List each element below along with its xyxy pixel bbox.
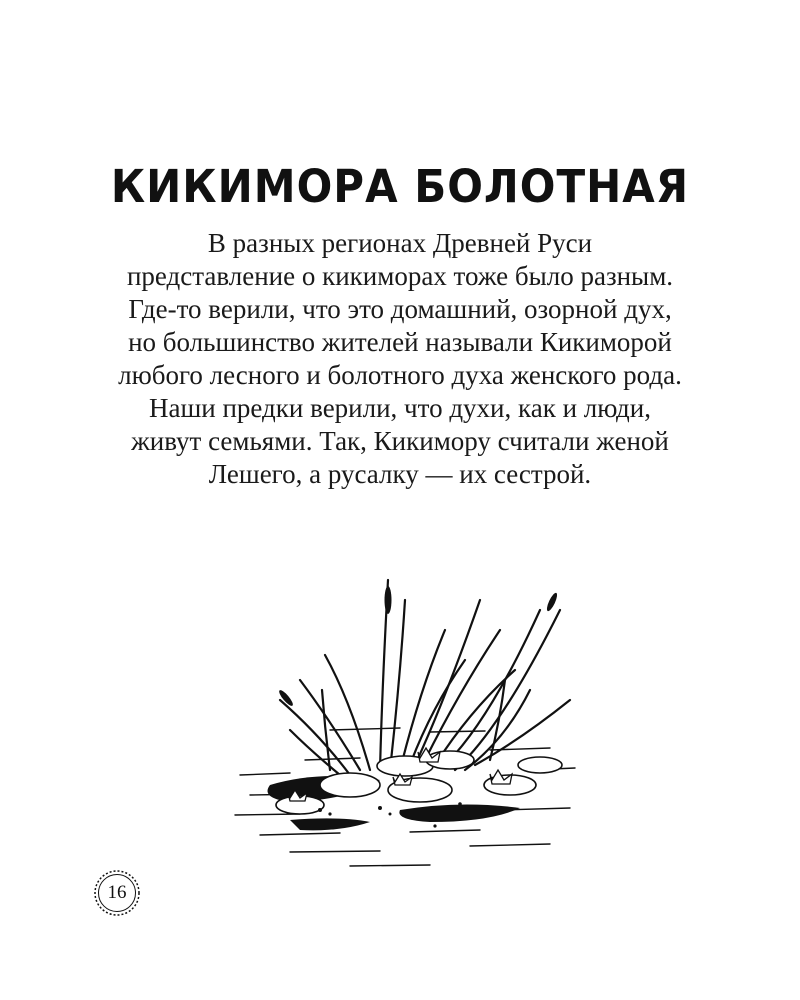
page-title: КИКИМОРА БОЛОТНАЯ [110,160,690,213]
reeds [280,580,570,775]
paragraph-line: представление о кикиморах тоже было разным. [126,261,674,291]
paragraph-line: Наши предки верили, что духи, как и люди, [149,393,651,423]
body-paragraph [90,227,710,491]
paragraph-line: живут семьями. Так, Кикимору считали женой [131,426,669,456]
paragraph-line: В разных регионах Древней Руси [207,228,593,258]
swamp-illustration [230,570,590,890]
paragraph-line: Лешего, а русалку — их сестрой. [208,459,592,489]
page-number: 16 [107,882,127,903]
paragraph-line: Где-то верили, что это домашний, озорной дух, [128,294,672,324]
paragraph-line: но большинство жителей называли Кикиморой [128,327,672,357]
paragraph-line: любого лесного и болотного духа женского рода. [118,360,682,390]
page-number-badge [92,868,142,918]
